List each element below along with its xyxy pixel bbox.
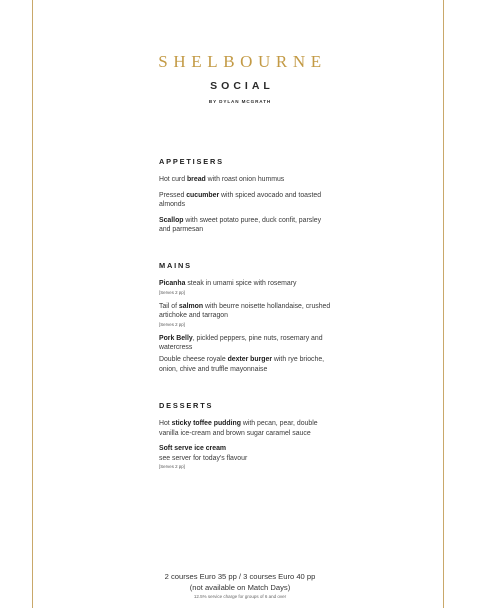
- pricing-text: 2 courses Euro 35 pp / 3 courses Euro 40 pp: [164, 572, 316, 581]
- section-title: DESSERTS: [159, 401, 214, 410]
- item-text: with sweet potato puree, duck confit, parsley and parmesan: [159, 216, 322, 234]
- section-title: APPETISERS: [159, 157, 224, 166]
- mains-section: [159, 261, 334, 380]
- service-charge-note: 12.5% service charge for groups of 6 and over: [193, 594, 287, 599]
- item-text: Hot: [159, 420, 172, 427]
- item-name: dexter burger: [227, 355, 272, 363]
- item-text: Hot curd: [159, 176, 187, 183]
- item-name: cucumber: [186, 191, 220, 199]
- menu-item-bread: [159, 175, 334, 185]
- menu-item-salmon: [159, 302, 334, 328]
- section-title: MAINS: [159, 261, 192, 270]
- item-name: Pork Belly: [159, 334, 193, 342]
- item-text: with beurre noisette hollandaise, crushed artichoke and tarragon: [159, 302, 331, 320]
- serves-note: [Serves 2 pp]: [159, 464, 185, 470]
- brand-byline: BY DYLAN MCGRATH: [208, 99, 272, 104]
- menu-item-scallop: [159, 216, 334, 235]
- item-text: , pickled peppers, pine nuts, rosemary and watercress: [159, 334, 323, 352]
- item-text: with spiced avocado and toasted almonds: [159, 191, 322, 209]
- item-text: with pecan, pear, double vanilla ice-cream and brown sugar caramel sauce: [159, 420, 318, 437]
- item-text: Double cheese royale: [159, 355, 228, 363]
- brand-logo: SHELBOURNE: [158, 52, 327, 71]
- item-text: with roast onion hummus: [205, 176, 285, 183]
- menu-item-pork-belly: [159, 334, 334, 353]
- menu-footer: [0, 572, 480, 600]
- menu-item-soft-serve: [159, 444, 334, 470]
- item-name: bread: [186, 176, 206, 183]
- menu-header: [0, 52, 480, 104]
- item-text: see server for today's flavour: [159, 454, 248, 462]
- menu-item-sticky-toffee: [159, 419, 334, 438]
- menu-item-cucumber: [159, 191, 334, 210]
- appetisers-section: [159, 157, 334, 241]
- serves-note: [Serves 2 pp]: [159, 321, 185, 327]
- item-text: steak in umami spice with rosemary: [185, 280, 297, 287]
- item-name: Scallop: [159, 216, 184, 224]
- brand-subtitle: SOCIAL: [210, 80, 274, 92]
- match-days-note: (not available on Match Days): [189, 582, 291, 592]
- item-name: sticky toffee pudding: [171, 420, 241, 427]
- menu-item-burger: [159, 355, 334, 374]
- desserts-section: [159, 401, 334, 476]
- item-text: with rye brioche, onion, chive and truffle mayonnaise: [159, 355, 325, 373]
- item-name: Picanha: [159, 280, 186, 287]
- item-name: salmon: [178, 302, 204, 310]
- item-name: Soft serve ice cream: [159, 445, 227, 453]
- item-text: Pressed: [159, 191, 187, 199]
- serves-note: [Serves 2 pp]: [159, 289, 185, 295]
- menu-item-picanha: [159, 279, 334, 296]
- item-text: Tail of: [159, 302, 179, 310]
